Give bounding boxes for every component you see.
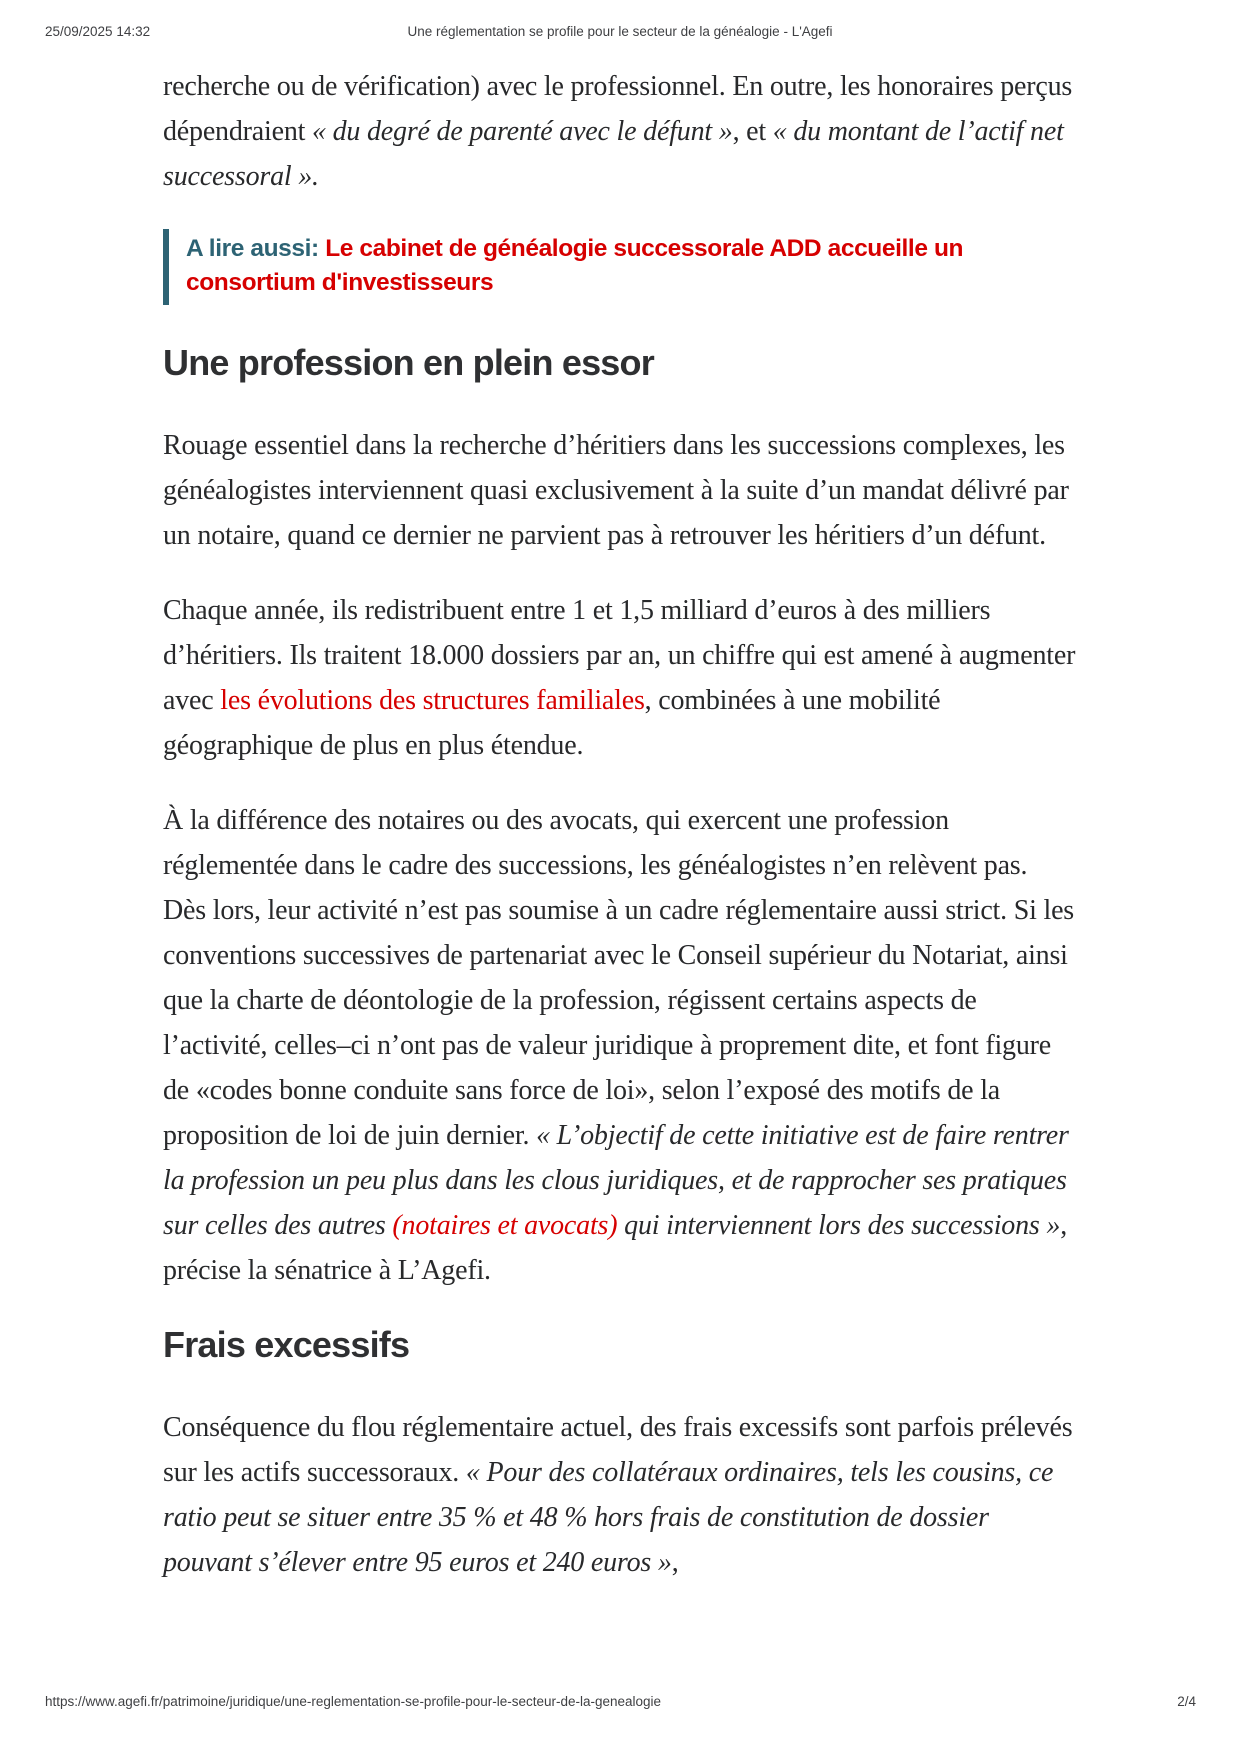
print-page-indicator: 2/4: [1177, 1694, 1196, 1709]
article-body: [163, 64, 1077, 1615]
print-footer: [0, 1694, 1240, 1714]
text-run: À la différence des notaires ou des avocats, qui exercent une profession réglementée dans le cadre des successions, les généalogistes n’en relèvent pas. Dès lors, leur activité n’est pas soumise à un cadre réglementaire aussi strict. Si les conventions successives de partenariat avec le Conseil supérieur du Notariat, ainsi que la charte de déontologie de la profession, régissent certains aspects de l’activité, celles–ci n’ont pas de valeur juridique à proprement dite, et font figure de «codes bonne conduite sans force de loi», selon l’exposé des motifs de la proposition de loi de juin dernier.: [163, 805, 1074, 1151]
paragraph-consequence: [163, 1405, 1077, 1585]
paragraph-chaque-annee: [163, 588, 1077, 768]
print-document-title: Une réglementation se profile pour le secteur de la généalogie - L'Agefi: [407, 24, 833, 39]
text-run: , et: [732, 116, 773, 147]
print-header: [0, 24, 1240, 44]
text-run: « Pour des collatéraux ordinaires, tels les cousins, ce ratio peut se situer entre 35 % et 48 % hors frais de constitution de dossier pouvant s’élever entre 95 euros et 240 euros »: [163, 1457, 1054, 1578]
text-run: « du degré de parenté avec le défunt »: [312, 116, 733, 147]
text-run: Rouage essentiel dans la recherche d’héritiers dans les successions complexes, les généalogistes interviennent quasi exclusivement à la suite d’un mandat délivré par un notaire, quand ce dernier ne parvient pas à retrouver les héritiers d’un défunt.: [163, 430, 1069, 551]
inline-link[interactable]: les évolutions des structures familiales: [220, 685, 645, 716]
read-also-label: A lire aussi:: [186, 235, 319, 262]
section-heading-profession: Une profession en plein essor: [163, 342, 654, 383]
print-datetime: 25/09/2025 14:32: [45, 24, 151, 39]
text-run: « du montant de l’actif net successoral ».: [163, 116, 1064, 192]
text-run: recherche ou de vérification) avec le professionnel. En outre, les honoraires perçus dépendraient: [163, 71, 1073, 147]
paragraph-rouage: [163, 423, 1077, 558]
section-heading-frais: Frais excessifs: [163, 1324, 410, 1365]
inline-link[interactable]: (notaires et avocats): [392, 1210, 618, 1241]
read-also-callout: [163, 229, 1077, 305]
text-run: , précise la sénatrice à L’Agefi.: [163, 1210, 1068, 1286]
text-run: Conséquence du flou réglementaire actuel, des frais excessifs sont parfois prélevés sur les actifs successoraux.: [163, 1412, 1073, 1488]
text-run: « L’objectif de cette initiative est de faire rentrer la profession un peu plus dans les clous juridiques, et de rapprocher ses pratiques sur celles des autres: [163, 1120, 1069, 1241]
text-run: ,: [671, 1547, 679, 1578]
paragraph-intro: [163, 64, 1077, 199]
read-also-link[interactable]: Le cabinet de généalogie successorale ADD accueille un consortium d'investisseurs: [186, 235, 964, 296]
text-run: , combinées à une mobilité géographique de plus en plus étendue.: [163, 685, 941, 761]
print-footer-url: https://www.agefi.fr/patrimoine/juridique/une-reglementation-se-profile-pour-le-secteur-de-la-genealogie: [45, 1694, 662, 1709]
text-run: qui interviennent lors des successions »: [617, 1210, 1061, 1241]
text-run: Chaque année, ils redistribuent entre 1 et 1,5 milliard d’euros à des milliers d’héritiers. Ils traitent 18.000 dossiers par an, un chiffre qui est amené à augmenter avec: [163, 595, 1076, 716]
paragraph-difference: [163, 798, 1077, 1293]
